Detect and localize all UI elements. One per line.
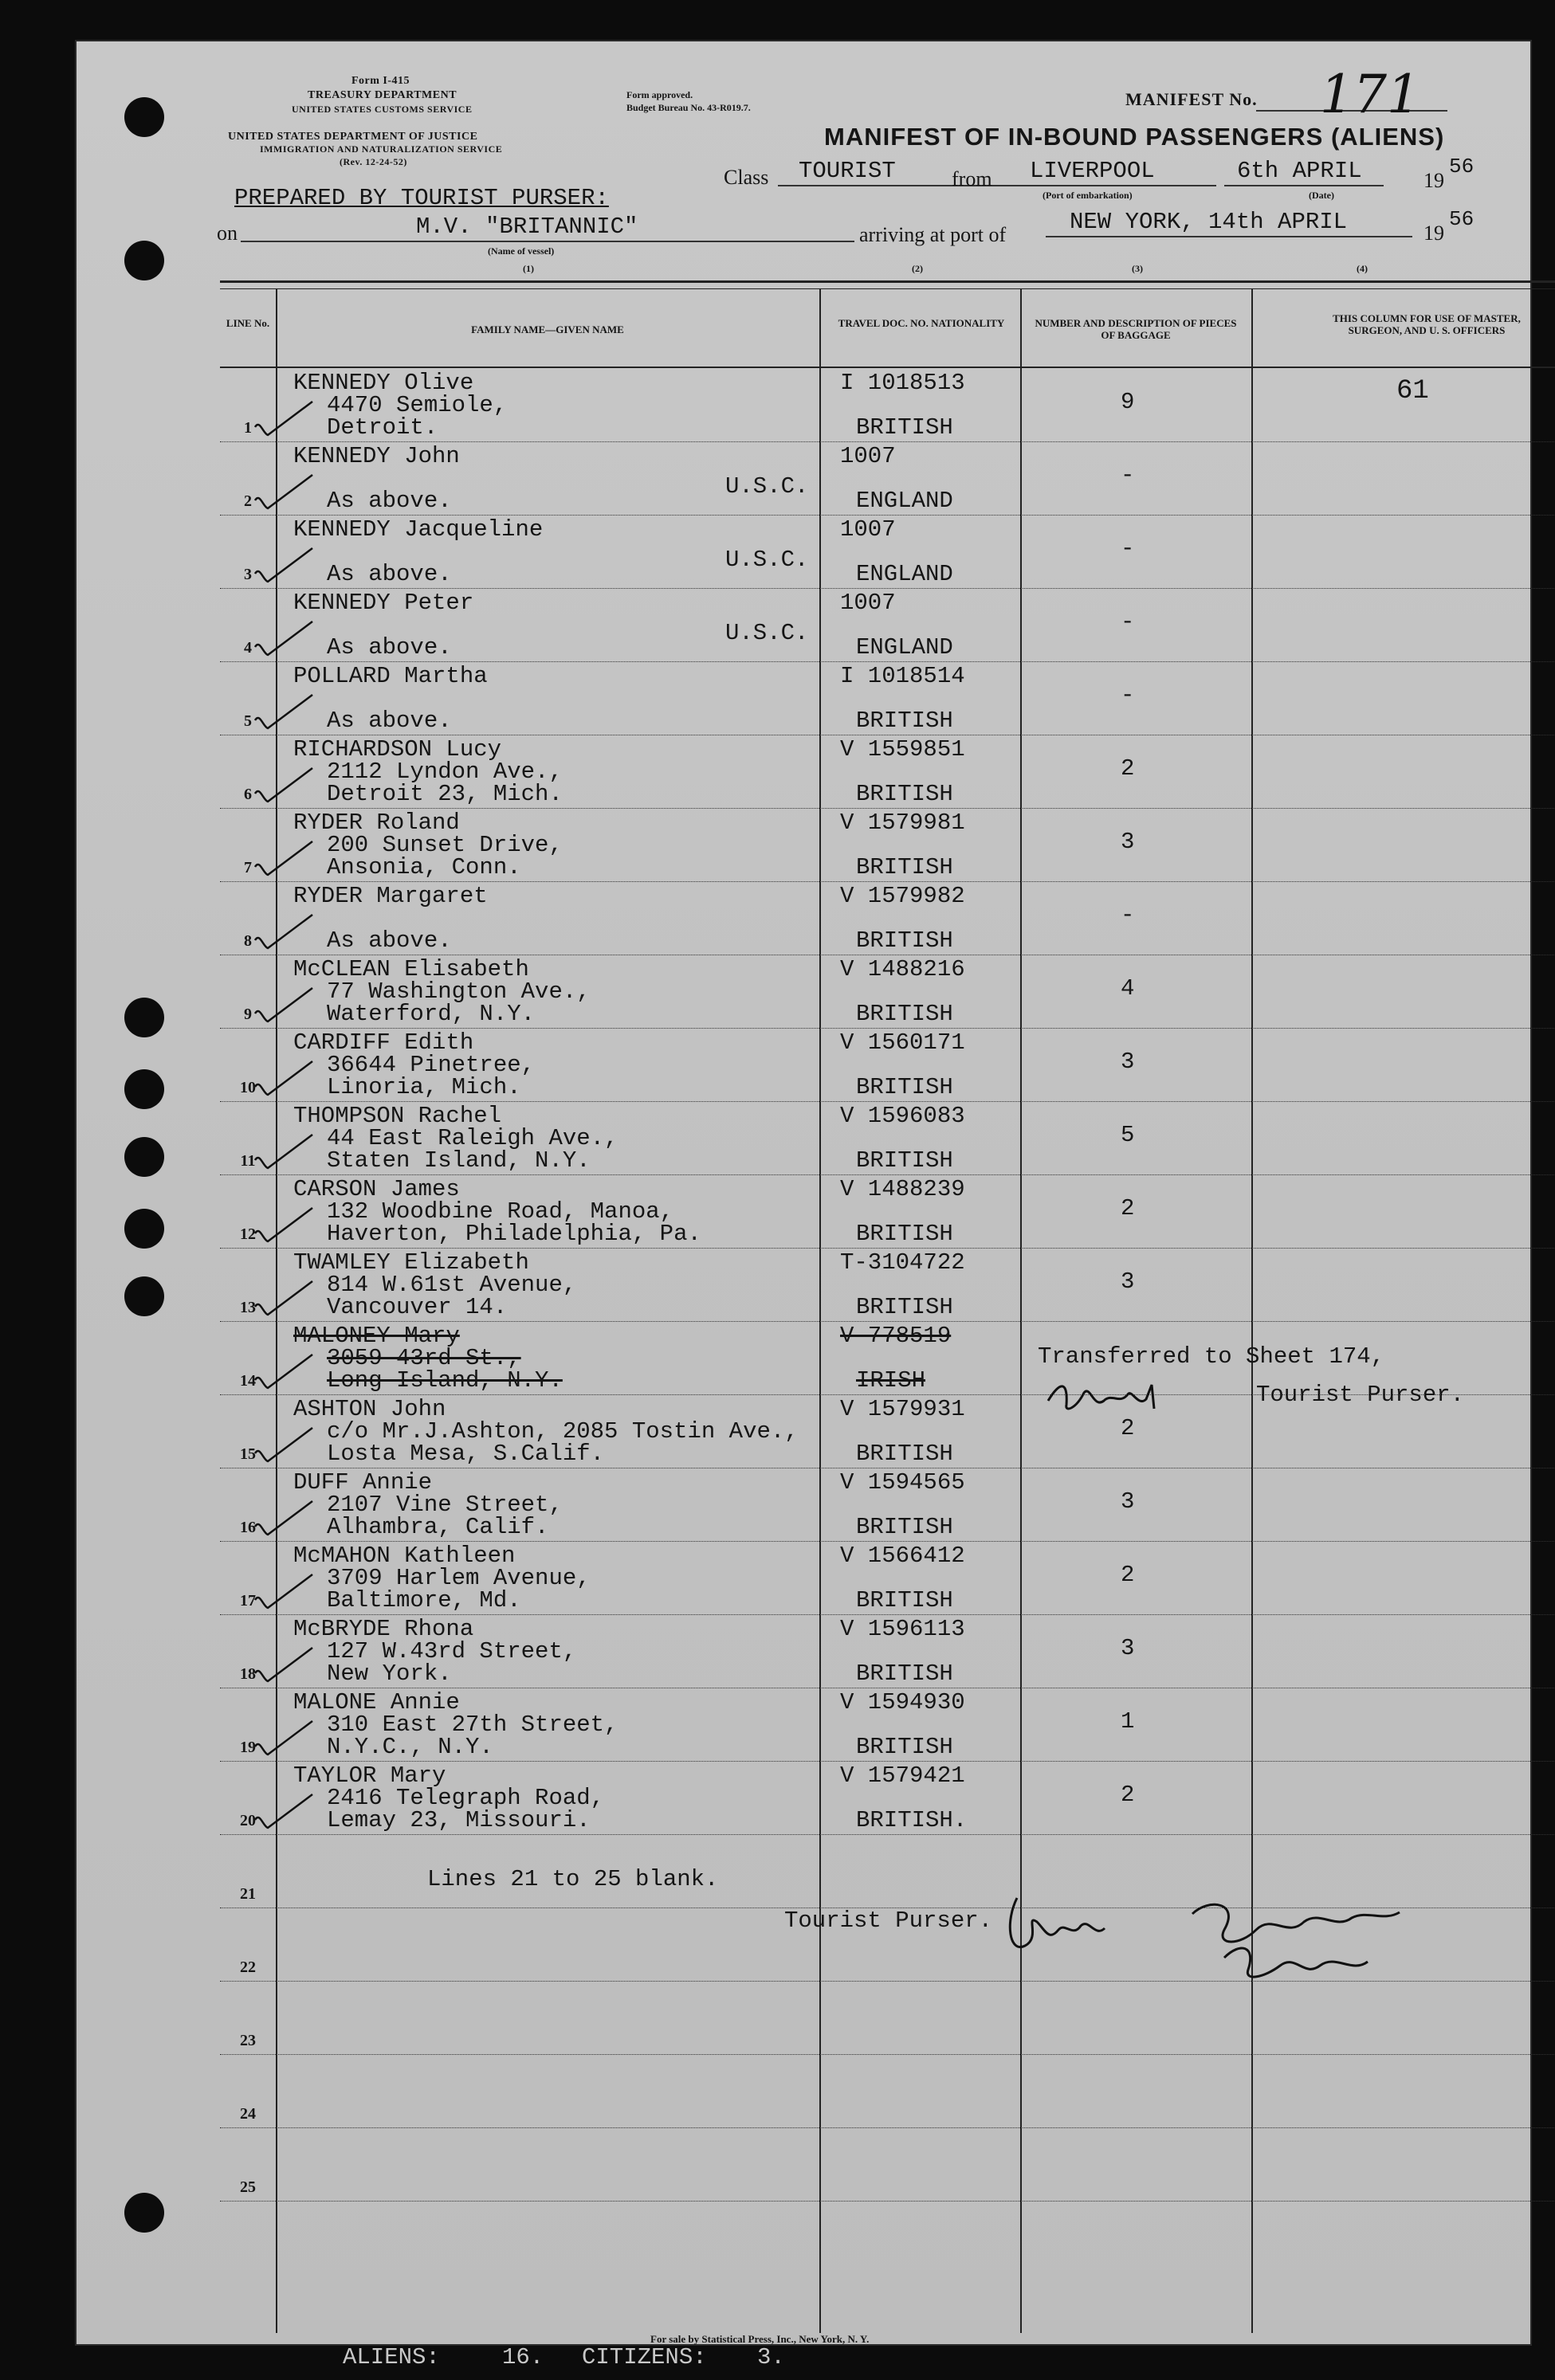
line-number: 23: [240, 2032, 256, 2049]
row-divider: [220, 1174, 1555, 1175]
blank-lines-note: Lines 21 to 25 blank.: [427, 1866, 719, 1892]
citizen-mark: U.S.C.: [725, 547, 809, 573]
manifest-title: MANIFEST OF IN-BOUND PASSENGERS (ALIENS): [824, 123, 1445, 151]
passenger-name: RYDER Roland: [293, 810, 460, 836]
row-divider: [220, 2054, 1555, 2055]
treasury-dept: TREASURY DEPARTMENT: [308, 89, 457, 101]
passenger-address-2: Baltimore, Md.: [327, 1587, 521, 1613]
line-number: 18: [240, 1665, 256, 1683]
passenger-name: McBRYDE Rhona: [293, 1616, 474, 1642]
travel-doc-number: V 1596083: [840, 1103, 965, 1129]
check-mark-icon: [252, 1202, 316, 1249]
passenger-address-2: Staten Island, N.Y.: [327, 1147, 591, 1174]
col-header-doc: TRAVEL DOC. NO. NATIONALITY: [838, 317, 1005, 329]
travel-doc-number: V 1594930: [840, 1689, 965, 1715]
check-mark-icon: [252, 908, 316, 956]
passenger-address-2: As above.: [327, 634, 452, 661]
passenger-name: RICHARDSON Lucy: [293, 736, 502, 763]
line-number: 19: [240, 1739, 256, 1756]
check-mark-icon: [252, 982, 316, 1029]
table-top-border: [220, 280, 1555, 283]
officer-note: 61: [1396, 376, 1429, 406]
row-divider: [220, 1028, 1555, 1029]
passenger-address-1: 3059 43rd St.,: [327, 1345, 521, 1371]
row-divider: [220, 1321, 1555, 1322]
travel-doc-number: I 1018514: [840, 663, 965, 689]
row-divider: [220, 1614, 1555, 1615]
passenger-address-1: 4470 Semiole,: [327, 392, 508, 418]
nationality: BRITISH: [856, 708, 953, 734]
check-mark-icon: [252, 1275, 316, 1323]
baggage-count: -: [1121, 462, 1135, 488]
travel-doc-number: V 1579981: [840, 810, 965, 836]
col-divider-doc: [1020, 288, 1022, 2333]
check-mark-icon: [252, 542, 316, 590]
passenger-address-1: 2416 Telegraph Road,: [327, 1785, 605, 1811]
year-prefix-1: 19: [1423, 169, 1444, 192]
baggage-count: 9: [1121, 389, 1135, 415]
passenger-address-1: 2112 Lyndon Ave.,: [327, 759, 563, 785]
manifest-page: [75, 40, 1532, 2346]
passenger-address-2: Alhambra, Calif.: [327, 1514, 549, 1540]
line-number: 11: [240, 1152, 256, 1170]
row-divider: [220, 2201, 1555, 2202]
baggage-count: 2: [1121, 1415, 1135, 1441]
nationality: BRITISH: [856, 1221, 953, 1247]
col-divider-name: [819, 288, 821, 2333]
passenger-address-1: 132 Woodbine Road, Manoa,: [327, 1198, 674, 1225]
row-divider: [220, 2127, 1555, 2128]
passenger-name: POLLARD Martha: [293, 663, 488, 689]
passenger-address-2: Haverton, Philadelphia, Pa.: [327, 1221, 701, 1247]
line-number: 12: [240, 1225, 256, 1243]
check-mark-icon: [252, 1788, 316, 1836]
budget-bureau: Budget Bureau No. 43-R019.7.: [626, 102, 751, 113]
passenger-address-2: Vancouver 14.: [327, 1294, 508, 1320]
row-divider: [220, 1248, 1555, 1249]
nationality: BRITISH: [856, 1294, 953, 1320]
port-caption: (Port of embarkation): [1043, 190, 1133, 201]
baggage-count: 2: [1121, 1562, 1135, 1588]
passenger-name: McMAHON Kathleen: [293, 1543, 516, 1569]
line-number: 14: [240, 1372, 256, 1390]
binder-hole: [124, 1069, 164, 1109]
aliens-label: ALIENS:: [343, 2344, 440, 2370]
passenger-name: KENNEDY John: [293, 443, 460, 469]
line-number: 2: [244, 492, 252, 510]
nationality: BRITISH: [856, 1147, 953, 1174]
passenger-name: KENNEDY Jacqueline: [293, 516, 544, 543]
form-approved: Form approved.: [626, 89, 693, 100]
class-label: Class: [724, 166, 769, 189]
nationality: BRITISH: [856, 854, 953, 880]
citizens-count: 3.: [757, 2344, 785, 2370]
check-mark-icon: [252, 1568, 316, 1616]
nationality: ENGLAND: [856, 488, 953, 514]
nationality: BRITISH: [856, 781, 953, 807]
nationality: ENGLAND: [856, 634, 953, 661]
printer-credit: For sale by Statistical Press, Inc., New York, N. Y.: [650, 2333, 870, 2345]
line-number: 20: [240, 1812, 256, 1829]
passenger-address-1: 310 East 27th Street,: [327, 1711, 618, 1738]
col2-caption: (2): [912, 263, 923, 274]
line-number: 13: [240, 1299, 256, 1316]
line-number: 5: [244, 712, 252, 730]
from-label: from: [952, 167, 992, 190]
travel-doc-number: 1007: [840, 516, 896, 543]
baggage-count: 5: [1121, 1122, 1135, 1148]
baggage-count: -: [1121, 682, 1135, 708]
line-number: 22: [240, 1959, 256, 1976]
line-number: 24: [240, 2105, 256, 2123]
nationality: BRITISH: [856, 1441, 953, 1467]
line-number: 7: [244, 859, 252, 876]
check-mark-icon: [252, 1055, 316, 1103]
passenger-address-2: Detroit 23, Mich.: [327, 781, 563, 807]
form-number: Form I-415: [351, 75, 410, 87]
check-mark-icon: [252, 469, 316, 516]
binder-hole: [124, 241, 164, 280]
baggage-count: 2: [1121, 1195, 1135, 1221]
passenger-name: KENNEDY Olive: [293, 370, 474, 396]
binder-hole: [124, 97, 164, 137]
passenger-address-1: 200 Sunset Drive,: [327, 832, 563, 858]
baggage-count: 3: [1121, 1488, 1135, 1515]
customs-service: UNITED STATES CUSTOMS SERVICE: [292, 104, 473, 115]
check-mark-icon: [252, 1715, 316, 1762]
row-divider: [220, 808, 1555, 809]
baggage-count: 2: [1121, 755, 1135, 782]
passenger-address-2: As above.: [327, 708, 452, 734]
nationality: ENGLAND: [856, 561, 953, 587]
line-number: 25: [240, 2178, 256, 2196]
passenger-name: RYDER Margaret: [293, 883, 488, 909]
binder-hole: [124, 2193, 164, 2233]
travel-doc-number: I 1018513: [840, 370, 965, 396]
passenger-name: TAYLOR Mary: [293, 1762, 446, 1789]
passenger-name: ASHTON John: [293, 1396, 446, 1422]
travel-doc-number: V 1579931: [840, 1396, 965, 1422]
baggage-count: 2: [1121, 1782, 1135, 1808]
line-number: 17: [240, 1592, 256, 1610]
line-number: 16: [240, 1519, 256, 1536]
passenger-name: CARSON James: [293, 1176, 460, 1202]
table-top-border-inner: [220, 288, 1555, 289]
baggage-count: 4: [1121, 975, 1135, 1002]
passenger-name: CARDIFF Edith: [293, 1029, 474, 1056]
travel-doc-number: V 1579982: [840, 883, 965, 909]
check-mark-icon: [252, 1128, 316, 1176]
passenger-address-2: As above.: [327, 561, 452, 587]
passenger-name: McCLEAN Elisabeth: [293, 956, 529, 982]
travel-doc-number: V 1579421: [840, 1762, 965, 1789]
year-2: 56: [1449, 207, 1475, 231]
ins-service: IMMIGRATION AND NATURALIZATION SERVICE: [260, 143, 503, 155]
check-mark-icon: [252, 688, 316, 736]
check-mark-icon: [252, 1495, 316, 1543]
passenger-address-1: 127 W.43rd Street,: [327, 1638, 577, 1664]
aliens-count: 16.: [502, 2344, 544, 2370]
line-number: 9: [244, 1006, 252, 1023]
line-number: 6: [244, 786, 252, 803]
travel-doc-number: T-3104722: [840, 1249, 965, 1276]
travel-doc-number: 1007: [840, 590, 896, 616]
travel-doc-number: V 1488239: [840, 1176, 965, 1202]
row-divider: [220, 515, 1555, 516]
justice-dept: UNITED STATES DEPARTMENT OF JUSTICE: [228, 131, 478, 143]
row-divider: [220, 1101, 1555, 1102]
baggage-count: 3: [1121, 1635, 1135, 1661]
purser-label: Tourist Purser.: [784, 1908, 993, 1934]
line-number: 15: [240, 1445, 256, 1463]
on-label: on: [217, 222, 238, 245]
line-number: 8: [244, 932, 252, 950]
passenger-name: KENNEDY Peter: [293, 590, 474, 616]
arriving-label: arriving at port of: [859, 223, 1007, 246]
baggage-count: 3: [1121, 1049, 1135, 1075]
passenger-address-2: As above.: [327, 927, 452, 954]
travel-doc-number: V 1488216: [840, 956, 965, 982]
nationality: BRITISH: [856, 927, 953, 954]
transfer-signature: [1044, 1377, 1180, 1421]
line-number: 21: [240, 1885, 256, 1903]
passenger-name: DUFF Annie: [293, 1469, 433, 1496]
nationality: BRITISH: [856, 1587, 953, 1613]
port-arrival: NEW YORK, 14th APRIL: [1070, 209, 1348, 235]
travel-doc-number: V 1559851: [840, 736, 965, 763]
date-underline: [1224, 185, 1384, 186]
purser-signature: [1001, 1882, 1447, 2006]
port-embark: LIVERPOOL: [1030, 158, 1155, 184]
passenger-address-2: Long Island, N.Y.: [327, 1367, 563, 1394]
passenger-address-2: Ansonia, Conn.: [327, 854, 521, 880]
baggage-count: 3: [1121, 1268, 1135, 1295]
check-mark-icon: [252, 1421, 316, 1469]
passenger-address-1: c/o Mr.J.Ashton, 2085 Tostin Ave.,: [327, 1418, 799, 1445]
passenger-name: MALONE Annie: [293, 1689, 460, 1715]
row-divider: [220, 441, 1555, 442]
check-mark-icon: [252, 395, 316, 443]
class-value: TOURIST: [799, 158, 896, 184]
col-header-line: LINE No.: [226, 317, 270, 329]
line-number: 3: [244, 566, 252, 583]
nationality: BRITISH: [856, 1001, 953, 1027]
arrival-underline: [1046, 236, 1412, 237]
citizen-mark: U.S.C.: [725, 620, 809, 646]
passenger-address-1: 44 East Raleigh Ave.,: [327, 1125, 618, 1151]
travel-doc-number: V 1596113: [840, 1616, 965, 1642]
row-divider: [220, 1541, 1555, 1542]
nationality: BRITISH: [856, 1661, 953, 1687]
travel-doc-number: V 1566412: [840, 1543, 965, 1569]
baggage-count: 1: [1121, 1708, 1135, 1735]
port-embark-underline: [1001, 185, 1216, 186]
col-header-officers: THIS COLUMN FOR USE OF MASTER, SURGEON, AND U. S. OFFICERS: [1333, 312, 1521, 336]
check-mark-icon: [252, 615, 316, 663]
passenger-address-2: Lemay 23, Missouri.: [327, 1807, 591, 1833]
passenger-address-1: 77 Washington Ave.,: [327, 978, 591, 1005]
travel-doc-number: V 778519: [840, 1323, 952, 1349]
col3-caption: (3): [1132, 263, 1143, 274]
date-caption: (Date): [1309, 190, 1334, 201]
row-divider: [220, 881, 1555, 882]
check-mark-icon: [252, 835, 316, 883]
row-divider: [220, 1834, 1555, 1835]
nationality: BRITISH.: [856, 1807, 968, 1833]
passenger-address-1: 3709 Harlem Avenue,: [327, 1565, 591, 1591]
col-divider-bag: [1251, 288, 1253, 2333]
col-header-baggage: NUMBER AND DESCRIPTION OF PIECES OF BAGGAGE: [1035, 317, 1237, 341]
line-number: 1: [244, 419, 252, 437]
baggage-count: -: [1121, 535, 1135, 562]
year-prefix-2: 19: [1423, 222, 1444, 245]
baggage-count: -: [1121, 902, 1135, 928]
nationality: IRISH: [856, 1367, 926, 1394]
manifest-no-value: 171: [1320, 64, 1420, 125]
baggage-count: -: [1121, 609, 1135, 635]
nationality: BRITISH: [856, 414, 953, 441]
transfer-sig-label: Tourist Purser.: [1256, 1382, 1465, 1408]
prepared-by: PREPARED BY TOURIST PURSER:: [234, 185, 609, 211]
binder-hole: [124, 1137, 164, 1177]
date-embark: 6th APRIL: [1237, 158, 1362, 184]
passenger-address-1: 814 W.61st Avenue,: [327, 1272, 577, 1298]
passenger-address-1: 36644 Pinetree,: [327, 1052, 536, 1078]
passenger-address-1: 2107 Vine Street,: [327, 1492, 563, 1518]
nationality: BRITISH: [856, 1074, 953, 1100]
binder-hole: [124, 998, 164, 1037]
col4-caption: (4): [1357, 263, 1368, 274]
check-mark-icon: [252, 1641, 316, 1689]
row-divider: [220, 1761, 1555, 1762]
citizen-mark: U.S.C.: [725, 473, 809, 500]
passenger-address-2: Linoria, Mich.: [327, 1074, 521, 1100]
passenger-name: THOMPSON Rachel: [293, 1103, 502, 1129]
col1-caption: (1): [523, 263, 534, 274]
citizens-label: CITIZENS:: [582, 2344, 707, 2370]
passenger-name: MALONEY Mary: [293, 1323, 460, 1349]
line-number: 10: [240, 1079, 256, 1096]
vessel-name: M.V. "BRITANNIC": [416, 214, 638, 240]
year-1: 56: [1449, 155, 1475, 178]
row-divider: [220, 661, 1555, 662]
table-header-bottom: [220, 367, 1555, 368]
travel-doc-number: V 1560171: [840, 1029, 965, 1056]
check-mark-icon: [252, 1348, 316, 1396]
nationality: BRITISH: [856, 1734, 953, 1760]
passenger-address-2: Detroit.: [327, 414, 438, 441]
passenger-address-2: Losta Mesa, S.Calif.: [327, 1441, 605, 1467]
binder-hole: [124, 1209, 164, 1249]
check-mark-icon: [252, 762, 316, 810]
col-header-name: FAMILY NAME—GIVEN NAME: [471, 323, 624, 335]
passenger-name: TWAMLEY Elizabeth: [293, 1249, 529, 1276]
baggage-count: 3: [1121, 829, 1135, 855]
passenger-address-2: New York.: [327, 1661, 452, 1687]
vessel-underline: [241, 241, 854, 242]
travel-doc-number: V 1594565: [840, 1469, 965, 1496]
vessel-caption: (Name of vessel): [488, 245, 555, 257]
revision-date: (Rev. 12-24-52): [340, 156, 407, 167]
travel-doc-number: 1007: [840, 443, 896, 469]
passenger-address-2: Waterford, N.Y.: [327, 1001, 536, 1027]
line-number: 4: [244, 639, 252, 657]
transfer-note: Transferred to Sheet 174,: [1038, 1343, 1385, 1370]
passenger-address-2: As above.: [327, 488, 452, 514]
manifest-no-label: MANIFEST No.: [1125, 89, 1258, 109]
binder-hole: [124, 1276, 164, 1316]
footer-counts: [247, 2344, 1204, 2376]
row-divider: [220, 588, 1555, 589]
nationality: BRITISH: [856, 1514, 953, 1540]
passenger-address-2: N.Y.C., N.Y.: [327, 1734, 493, 1760]
